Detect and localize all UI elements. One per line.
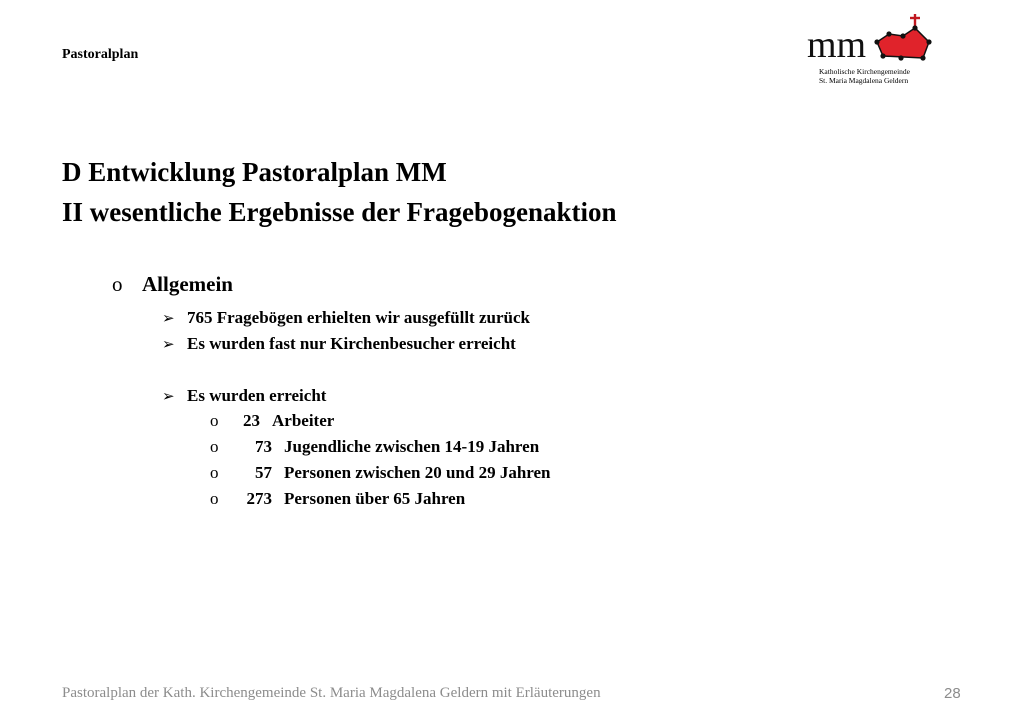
list-item (162, 308, 530, 328)
sub-item-label: Arbeiter (272, 411, 335, 430)
section-heading (112, 272, 233, 297)
title-line-1: D Entwicklung Pastoralplan MM (62, 157, 447, 187)
circle-bullet-icon: o (210, 489, 219, 508)
sub-list-item (210, 411, 334, 431)
sub-item-label: Jugendliche zwischen 14-19 Jahren (284, 437, 540, 456)
circle-bullet-icon: o (210, 463, 219, 482)
parish-logo (805, 12, 935, 86)
section-heading-label: Allgemein (142, 272, 233, 296)
circle-bullet-icon: o (112, 272, 123, 296)
arrow-bullet-icon: ➢ (162, 335, 175, 353)
list-item (162, 386, 326, 406)
sub-list-item (210, 489, 465, 509)
sub-item-label: Personen zwischen 20 und 29 Jahren (284, 463, 551, 482)
sub-item-count: 23 (243, 411, 260, 430)
logo-line-2: St. Maria Magdalena Geldern (819, 76, 909, 85)
logo-wordmark: mm (807, 24, 867, 66)
title-line-2: II wesentliche Ergebnisse der Fragebogenaktion (62, 197, 617, 227)
circle-bullet-icon: o (210, 437, 219, 456)
logo-line-1: Katholische Kirchengemeinde (819, 67, 911, 76)
footer-text: Pastoralplan der Kath. Kirchengemeinde St. Maria Magdalena Geldern mit Erläuterungen (62, 685, 601, 701)
list-item (162, 334, 516, 354)
sub-item-count: 273 (246, 489, 272, 508)
sub-list-item (210, 437, 539, 457)
list-item-text: 765 Fragebögen erhielten wir ausgefüllt zurück (187, 308, 530, 327)
sub-list-item (210, 463, 551, 483)
header-label: Pastoralplan (62, 47, 139, 62)
logo-mark-icon (805, 12, 935, 68)
list-item-text: Es wurden erreicht (187, 386, 327, 405)
page-number: 28 (944, 685, 961, 702)
sub-item-count: 57 (255, 463, 272, 482)
page-title (62, 152, 617, 232)
arrow-bullet-icon: ➢ (162, 387, 175, 405)
sub-item-label: Personen über 65 Jahren (284, 489, 466, 508)
circle-bullet-icon: o (210, 411, 219, 430)
sub-item-count: 73 (255, 437, 272, 456)
list-item-text: Es wurden fast nur Kirchenbesucher erreicht (187, 334, 516, 353)
arrow-bullet-icon: ➢ (162, 309, 175, 327)
church-shape-icon (877, 28, 929, 58)
